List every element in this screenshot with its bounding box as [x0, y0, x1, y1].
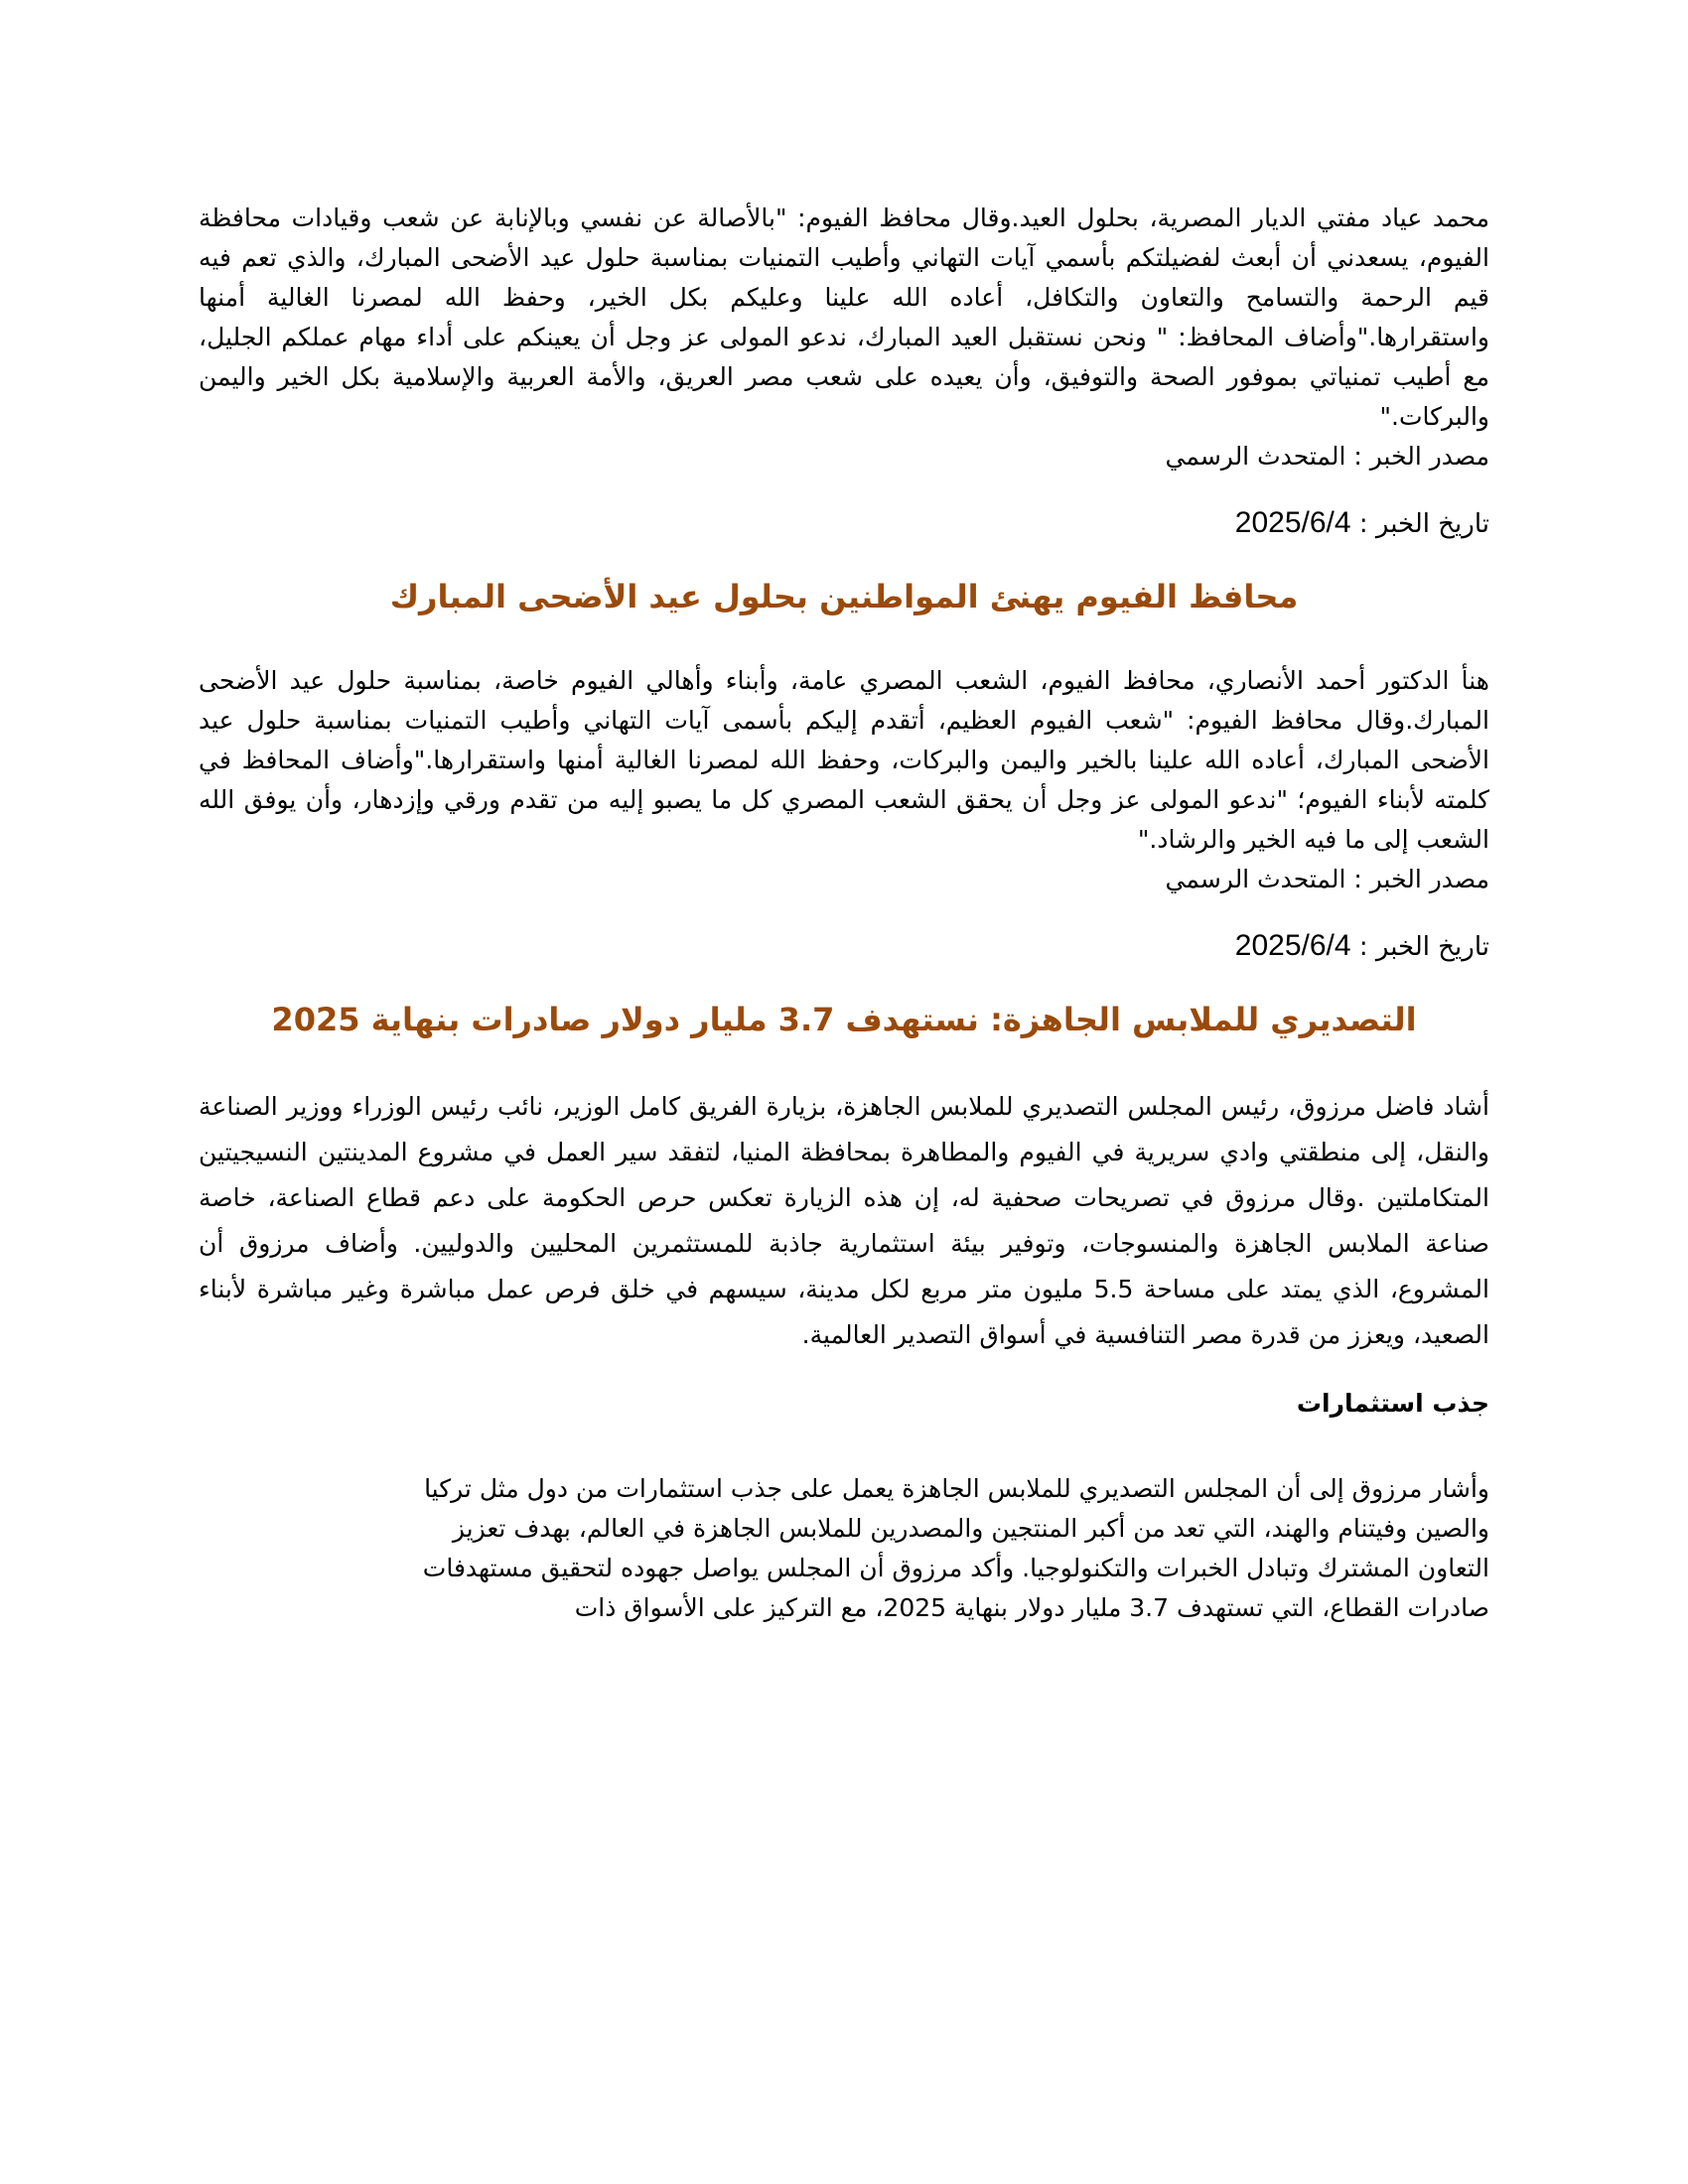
article-body: أشاد فاضل مرزوق، رئيس المجلس التصديري للملابس الجاهزة، بزيارة الفريق كامل الوزير، نائب رئيس الوزراء ووزير الصناعة والنقل، إلى منطقتي وادي سريرية في الفيوم والمطاهرة بمحافظة المنيا، لتفقد سير العمل في مشروع المدينتين النسيجيتين المتكاملتين .وقال مرزوق في تصريحات صحفية له، إن هذه الزيارة تعكس حرص الحكومة على دعم قطاع الصناعة، خاصة صناعة الملابس الجاهزة والمنسوجات، وتوفير بيئة استثمارية جاذبة للمستثمرين المحليين والدوليين. وأضاف مرزوق أن المشروع، الذي يمتد على مساحة 5.5 مليون متر مربع لكل مدينة، سيسهم في خلق فرص عمل مباشرة وغير مباشرة لأبناء الصعيد، ويعزز من قدرة مصر التنافسية في أسواق التصدير العالمية.	[199, 1092, 1489, 1349]
article-body-line: وأشار مرزوق إلى أن المجلس التصديري للملابس الجاهزة يعمل على جذب استثمارات من دول مثل تركيا	[424, 1474, 1489, 1503]
news-date-label: تاريخ الخبر :	[1350, 509, 1489, 539]
article-title: التصديري للملابس الجاهزة: نستهدف 3.7 مليار دولار صادرات بنهاية 2025	[271, 1001, 1417, 1038]
news-date-label: تاريخ الخبر :	[1350, 932, 1489, 962]
news-date	[199, 926, 1489, 967]
news-source: مصدر الخبر : المتحدث الرسمي	[1165, 442, 1489, 471]
article-body: هنأ الدكتور أحمد الأنصاري، محافظ الفيوم، الشعب المصري عامة، وأبناء وأهالي الفيوم خاصة، بمناسبة حلول عيد الأضحى المبارك.وقال محافظ الفيوم: "شعب الفيوم العظيم، أتقدم إليكم بأسمى آيات التهاني وأطيب التمنيات بمناسبة حلول عيد الأضحى المبارك، أعاده الله علينا بالخير واليمن والبركات، وحفظ الله لمصرنا الغالية أمنها واستقرارها."وأضاف المحافظ في كلمته لأبناء الفيوم؛ "ندعو المولى عز وجل أن يحقق الشعب المصري كل ما يصبو إليه من تقدم ورقي وإزدهار، وأن يوفق الله الشعب إلى ما فيه الخير والرشاد."	[199, 666, 1489, 854]
article-body-line: صادرات القطاع، التي تستهدف 3.7 مليار دولار بنهاية 2025، مع التركيز على الأسواق ذات	[574, 1593, 1489, 1622]
article-subheading: جذب استثمارات	[1296, 1389, 1489, 1418]
document-page	[199, 199, 1489, 1628]
article-body: محمد عياد مفتي الديار المصرية، بحلول العيد.وقال محافظ الفيوم: "بالأصالة عن نفسي وبالإنابة عن شعب وقيادات محافظة الفيوم، يسعدني أن أبعث لفضيلتكم بأسمي آيات التهاني وأطيب التمنيات بمناسبة حلول عيد الأضحى المبارك، والذي تعم فيه قيم الرحمة والتسامح والتعاون والتكافل، أعاده الله علينا وعليكم بكل الخير، وحفظ الله لمصرنا الغالية أمنها واستقرارها."وأضاف المحافظ: " ونحن نستقبل العيد المبارك، ندعو المولى عز وجل أن يعينكم على أداء مهام عملكم الجليل، مع أطيب تمنياتي بموفور الصحة والتوفيق، وأن يعيده على شعب مصر العريق، والأمة العربية والإسلامية بكل الخير واليمن والبركات."	[199, 204, 1489, 431]
article-title: محافظ الفيوم يهنئ المواطنين بحلول عيد الأضحى المبارك	[389, 578, 1299, 615]
article-body-continued	[199, 1469, 1489, 1628]
news-date	[199, 503, 1489, 544]
news-date-value: 2025/6/4	[1234, 506, 1351, 539]
news-date-value: 2025/6/4	[1234, 929, 1351, 962]
article-body-line: التعاون المشترك وتبادل الخبرات والتكنولوجيا. وأكد مرزوق أن المجلس يواصل جهوده لتحقيق مستهدفات	[422, 1554, 1489, 1582]
article-body-line: والصين وفيتنام والهند، التي تعد من أكبر المنتجين والمصدرين للملابس الجاهزة في العالم، بهدف تعزيز	[452, 1514, 1489, 1543]
news-source: مصدر الخبر : المتحدث الرسمي	[1165, 865, 1489, 893]
